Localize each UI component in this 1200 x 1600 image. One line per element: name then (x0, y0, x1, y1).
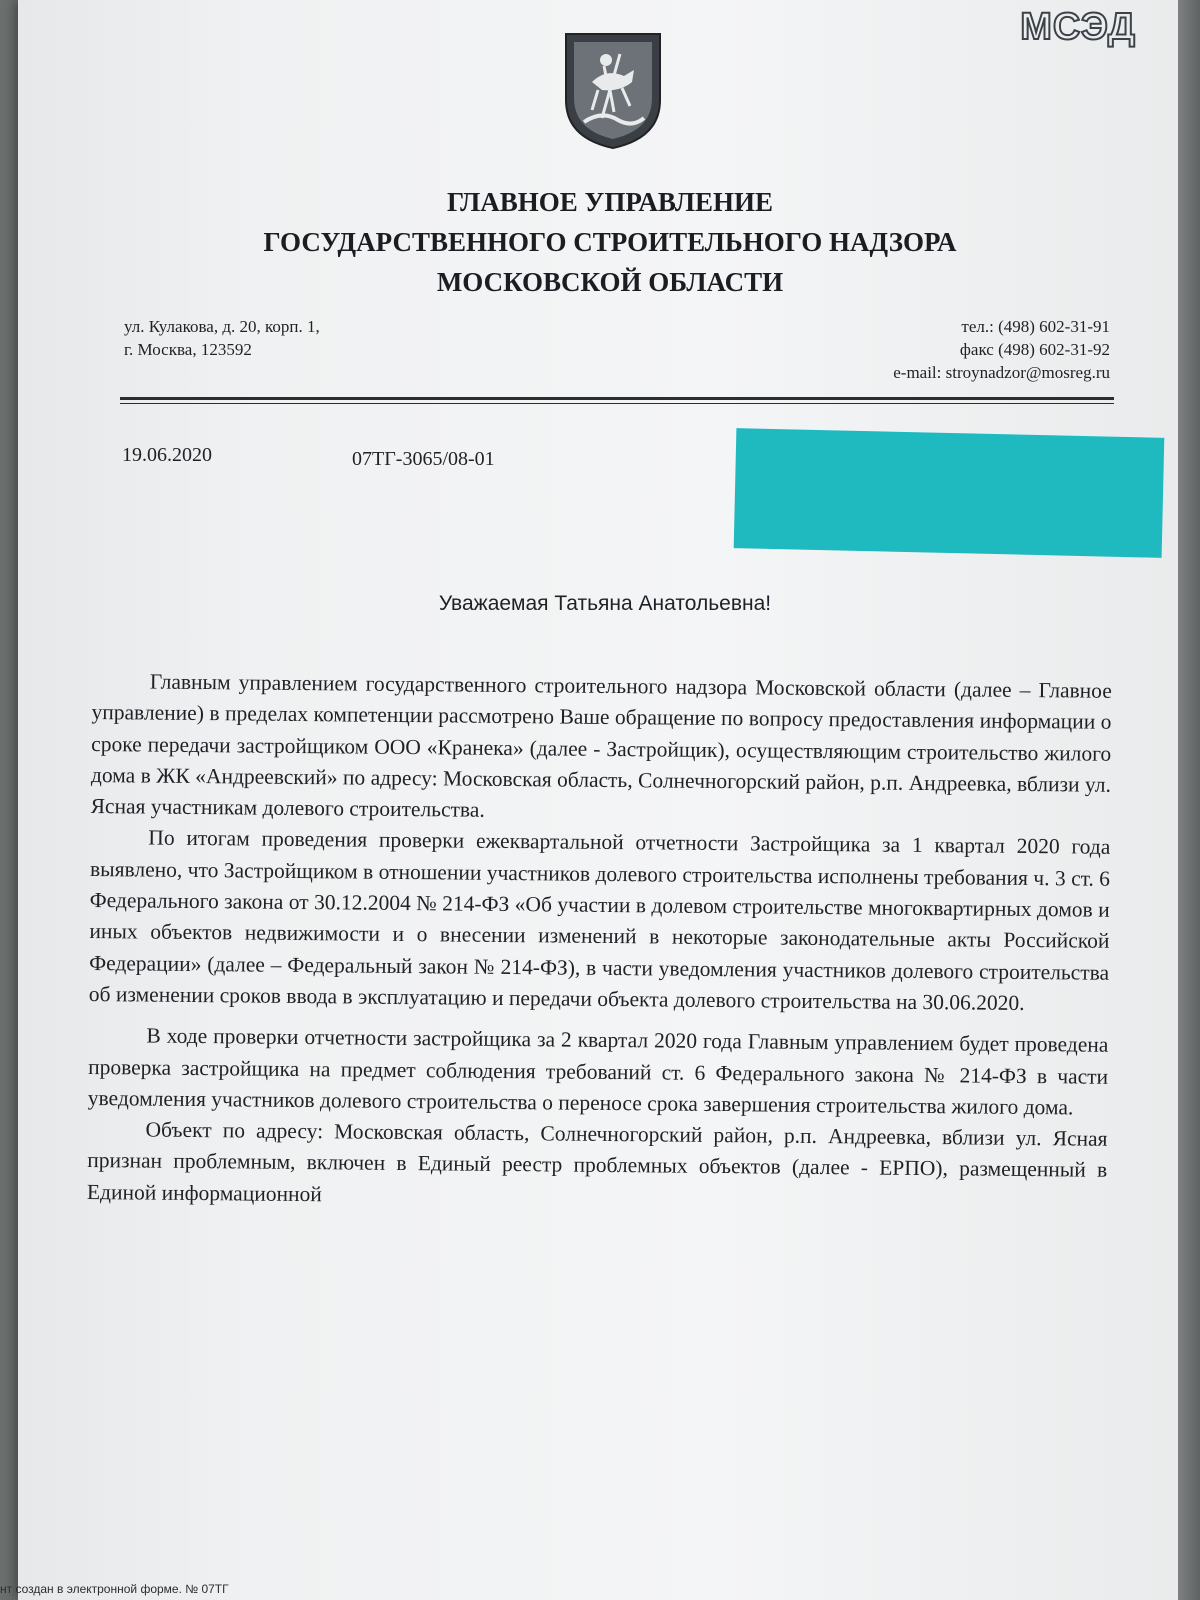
contact-block (893, 315, 1110, 384)
electronic-doc-footer: нт создан в электронной форме. № 07ТГ (0, 1582, 229, 1596)
organization-header (0, 182, 1200, 302)
redaction-sticker (734, 428, 1165, 558)
background-edge (1178, 0, 1200, 1600)
paragraph-4: Объект по адресу: Московская область, Солнечногорский район, р.п. Андреевка, вблизи ул. Ясная признан проблемным, включен в Единый реестр проблемных объектов (далее - ЕРПО), размещенный в Единой информационной (86, 1117, 1108, 1206)
paragraph-3: В ходе проверки отчетности застройщика за 2 квартал 2020 года Главным управлением будет проведена проверка застройщика на предмет соблюдения требований ст. 6 Федерального закона № 214-ФЗ в части уведомления участников долевого строительства о переносе срока завершения строительства жилого дома. (87, 1023, 1109, 1120)
contact-email: e-mail: stroynadzor@mosreg.ru (893, 363, 1110, 382)
org-name-line-1: ГЛАВНОЕ УПРАВЛЕНИЕ (447, 187, 773, 217)
contact-fax: факс (498) 602-31-92 (959, 340, 1110, 359)
paragraph-2: По итогам проведения проверки ежеквартальной отчетности Застройщика за 1 квартал 2020 года выявлено, что Застройщиком в отношении участников долевого строительства исполнены требования ч. 3 ст. 6 Федерального закона от 30.12.2004 № 214-ФЗ «Об участии в долевом строительстве многоквартирных домов и иных объектов недвижимости и о внесении изменений в некоторые законодательные акты Российской Федерации» (далее – Федеральный закон № 214-ФЗ), в части уведомления участников долевого строительства об изменении сроков ввода в эксплуатацию и передачи объекта долевого строительства на 30.06.2020. (88, 826, 1111, 1015)
postal-address (124, 315, 320, 361)
contact-phone: тел.: (498) 602-31-91 (961, 317, 1110, 336)
org-name-line-2: ГОСУДАРСТВЕННОГО СТРОИТЕЛЬНОГО НАДЗОРА (263, 227, 957, 257)
document-reg-number: 07ТГ-3065/08-01 (352, 448, 495, 470)
paragraph-1: Главным управлением государственного строительного надзора Московской области (далее – Главное управление) в пределах компетенции рассмотрено Ваше обращение по вопросу предоставления информации о сроке передачи застройщиком ООО «Кранека» (далее - Застройщик), осуществляющим строительство жилого дома в ЖК «Андреевский» по адресу: Московская область, Солнечногорский район, р.п. Андреевка, вблизи ул. Ясная участникам долевого строительства. (90, 669, 1112, 822)
coat-of-arms-icon (562, 30, 664, 152)
header-divider-thin (120, 403, 1114, 404)
letter-body (87, 666, 1112, 1218)
address-street: ул. Кулакова, д. 20, корп. 1, (124, 317, 320, 336)
document-date: 19.06.2020 (122, 444, 212, 466)
salutation: Уважаемая Татьяна Анатольевна! (438, 592, 772, 615)
header-divider-thick (120, 397, 1114, 400)
address-city: г. Москва, 123592 (124, 340, 252, 359)
org-name-line-3: МОСКОВСКОЙ ОБЛАСТИ (436, 267, 784, 297)
msed-stamp: МСЭД (1020, 6, 1136, 48)
